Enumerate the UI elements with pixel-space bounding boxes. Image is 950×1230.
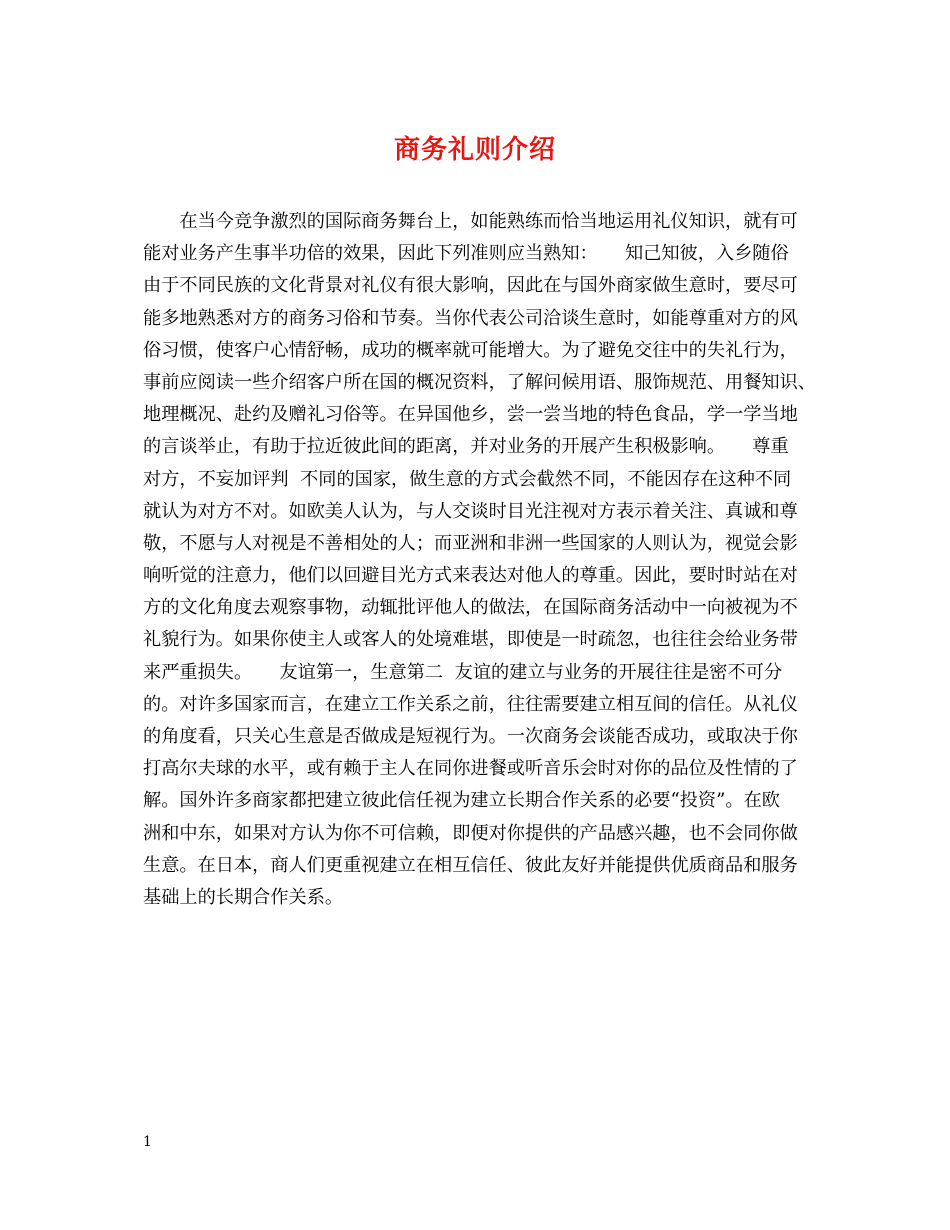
page-number: 1 bbox=[143, 1134, 152, 1150]
body-text-line: 礼貌行为。如果你使主人或客人的处境难堪，即使是一时疏忽，也往往会给业务带 bbox=[143, 629, 798, 651]
body-text-line: 生意。在日本，商人们更重视建立在相互信任、彼此友好并能提供优质商品和服务 bbox=[143, 854, 798, 876]
body-text-line: 来严重损失。 友谊第一，生意第二 友谊的建立与业务的开展往往是密不可分 bbox=[143, 661, 783, 683]
body-text-line: 能多地熟悉对方的商务习俗和节奏。当你代表公司洽谈生意时，如能尊重对方的风 bbox=[143, 307, 798, 329]
body-text-line: 洲和中东，如果对方认为你不可信赖，即便对你提供的产品感兴趣，也不会同你做 bbox=[143, 822, 798, 844]
body-text-line: 的言谈举止，有助于拉近彼此间的距离，并对业务的开展产生积极影响。 尊重 bbox=[143, 436, 789, 458]
body-text-line: 响听觉的注意力，他们以回避目光方式来表达对他人的尊重。因此，要时时站在对 bbox=[143, 565, 798, 587]
body-text-line: 的。对许多国家而言，在建立工作关系之前，往往需要建立相互间的信任。从礼仪 bbox=[143, 693, 798, 715]
document-body bbox=[143, 206, 823, 914]
body-text-line: 俗习惯，使客户心情舒畅，成功的概率就可能增大。为了避免交往中的失礼行为， bbox=[143, 339, 798, 361]
body-text-line: 基础上的长期合作关系。 bbox=[143, 886, 344, 908]
body-text-line: 能对业务产生事半功倍的效果，因此下列准则应当熟知： 知己知彼，入乡随俗 bbox=[143, 243, 789, 265]
body-text-line: 由于不同民族的文化背景对礼仪有很大影响，因此在与国外商家做生意时，要尽可 bbox=[143, 275, 798, 297]
document-title: 商务礼则介绍 bbox=[393, 135, 556, 165]
body-text-line: 就认为对方不对。如欧美人认为，与人交谈时目光注视对方表示着关注、真诚和尊 bbox=[143, 500, 798, 522]
body-text-line: 打高尔夫球的水平，或有赖于主人在同你进餐或听音乐会时对你的品位及性情的了 bbox=[143, 758, 798, 780]
body-text-line: 的角度看，只关心生意是否做成是短视行为。一次商务会谈能否成功，或取决于你 bbox=[143, 726, 798, 747]
body-text-line: 敬，不愿与人对视是不善相处的人；而亚洲和非洲一些国家的人则认为，视觉会影 bbox=[143, 532, 798, 554]
body-text-line: 在当今竞争激烈的国际商务舞台上，如能熟练而恰当地运用礼仪知识，就有可 bbox=[143, 211, 798, 232]
body-text-line: 方的文化角度去观察事物，动辄批评他人的做法，在国际商务活动中一向被视为不 bbox=[143, 597, 798, 619]
body-text-line: 地理概况、赴约及赠礼习俗等。在异国他乡，尝一尝当地的特色食品，学一学当地 bbox=[143, 404, 798, 426]
body-text-line: 事前应阅读一些介绍客户所在国的概况资料，了解问候用语、服饰规范、用餐知识、 bbox=[143, 371, 816, 393]
body-text-line: 解。国外许多商家都把建立彼此信任视为建立长期合作关系的必要“投资”。在欧 bbox=[143, 790, 780, 812]
body-text-line: 对方，不妄加评判 不同的国家，做生意的方式会截然不同，不能因存在这种不同 bbox=[143, 468, 792, 490]
